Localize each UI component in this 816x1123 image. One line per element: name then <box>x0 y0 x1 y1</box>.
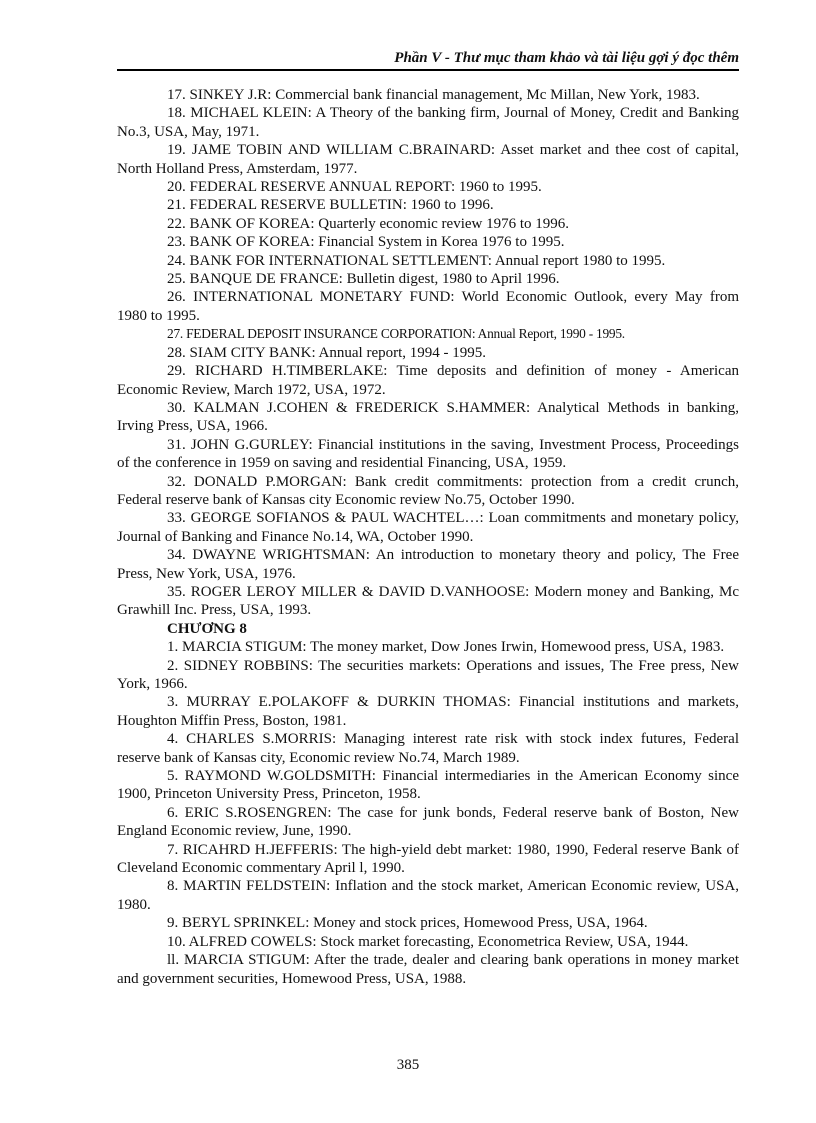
reference-entry-34: 34. DWAYNE WRIGHTSMAN: An introduction to monetary theory and policy, The Free Press, New York, USA, 1976. <box>117 547 739 582</box>
reference-entry-c8-4: 4. CHARLES S.MORRIS: Managing interest rate risk with stock index futures, Federal reserve bank of Kansas city, Economic review No.74, March 1989. <box>117 731 739 766</box>
reference-entry-25: 25. BANQUE DE FRANCE: Bulletin digest, 1980 to April 1996. <box>167 271 560 288</box>
reference-entry-c8-3: 3. MURRAY E.POLAKOFF & DURKIN THOMAS: Financial institutions and markets, Houghton Miffin Press, Boston, 1981. <box>117 694 739 729</box>
reference-entry-29: 29. RICHARD H.TIMBERLAKE: Time deposits and definition of money - American Economic Review, March 1972, USA, 1972. <box>117 363 739 398</box>
reference-entry-23: 23. BANK OF KOREA: Financial System in Korea 1976 to 1995. <box>167 234 565 251</box>
reference-entry-32: 32. DONALD P.MORGAN: Bank credit commitments: protection from a credit crunch, Federal reserve bank of Kansas city Economic review No.75, October 1990. <box>117 473 739 508</box>
reference-entry-28: 28. SIAM CITY BANK: Annual report, 1994 - 1995. <box>167 344 487 361</box>
reference-entry-30: 30. KALMAN J.COHEN & FREDERICK S.HAMMER: Analytical Methods in banking, Irving Press, USA, 1966. <box>117 399 739 435</box>
reference-entry-27: 27. FEDERAL DEPOSIT INSURANCE CORPORATION: Annual Report, 1990 - 1995. <box>167 326 625 342</box>
reference-entry-c8-11: ll. MARCIA STIGUM: After the trade, dealer and clearing bank operations in money market and government securities, Homewood Press, USA, 1988. <box>117 952 739 987</box>
reference-list <box>117 86 739 988</box>
reference-entry-c8-1: 1. MARCIA STIGUM: The money market, Dow Jones Irwin, Homewood press, USA, 1983. <box>167 639 725 656</box>
reference-entry-c8-7: 7. RICAHRD H.JEFFERIS: The high-yield debt market: 1980, 1990, Federal reserve Bank of Cleveland Economic commentary April l, 1990. <box>117 841 739 877</box>
header-divider <box>117 69 739 71</box>
reference-entry-24: 24. BANK FOR INTERNATIONAL SETTLEMENT: Annual report 1980 to 1995. <box>167 252 666 269</box>
reference-entry-c8-6: 6. ERIC S.ROSENGREN: The case for junk bonds, Federal reserve bank of Boston, New England Economic review, June, 1990. <box>117 804 739 840</box>
reference-entry-c8-5: 5. RAYMOND W.GOLDSMITH: Financial intermediaries in the American Economy since 1900, Princeton University Press, Princeton, 1958. <box>117 768 739 803</box>
reference-entry-20: 20. FEDERAL RESERVE ANNUAL REPORT: 1960 to 1995. <box>167 179 542 196</box>
reference-entry-35: 35. ROGER LEROY MILLER & DAVID D.VANHOOSE: Modern money and Banking, Mc Grawhill Inc. Press, USA, 1993. <box>117 583 739 619</box>
reference-entry-18: 18. MICHAEL KLEIN: A Theory of the banking firm, Journal of Money, Credit and Banking No.3, USA, May, 1971. <box>117 105 739 140</box>
reference-entry-22: 22. BANK OF KOREA: Quarterly economic review 1976 to 1996. <box>167 215 570 232</box>
reference-entry-c8-2: 2. SIDNEY ROBBINS: The securities markets: Operations and issues, The Free press, New York, 1966. <box>117 657 739 692</box>
reference-entry-33: 33. GEORGE SOFIANOS & PAUL WACHTEL…: Loan commitments and monetary policy, Journal of Banking and Finance No.14, WA, October 1990. <box>117 510 739 545</box>
reference-entry-26: 26. INTERNATIONAL MONETARY FUND: World Economic Outlook, every May from 1980 to 1995. <box>117 289 739 324</box>
reference-entry-c8-8: 8. MARTIN FELDSTEIN: Inflation and the stock market, American Economic review, USA, 1980. <box>117 878 739 913</box>
section-heading-chuong-8: CHƯƠNG 8 <box>167 620 247 637</box>
reference-entry-c8-9: 9. BERYL SPRINKEL: Money and stock prices, Homewood Press, USA, 1964. <box>167 915 648 932</box>
page-number: 385 <box>396 1057 420 1073</box>
reference-entry-31: 31. JOHN G.GURLEY: Financial institutions in the saving, Investment Process, Proceedings of the conference in 1959 on saving and residential Financing, USA, 1959. <box>117 436 739 472</box>
page-header: Phần V - Thư mục tham khảo và tài liệu gợi ý đọc thêm <box>394 50 739 66</box>
reference-entry-17: 17. SINKEY J.R: Commercial bank financial management, Mc Millan, New York, 1983. <box>167 87 700 103</box>
reference-entry-19: 19. JAME TOBIN AND WILLIAM C.BRAINARD: Asset market and thee cost of capital, North Holland Press, Amsterdam, 1977. <box>117 142 739 177</box>
reference-entry-c8-10: 10. ALFRED COWELS: Stock market forecasting, Econometrica Review, USA, 1944. <box>167 933 689 950</box>
reference-entry-21: 21. FEDERAL RESERVE BULLETIN: 1960 to 1996. <box>167 197 494 214</box>
